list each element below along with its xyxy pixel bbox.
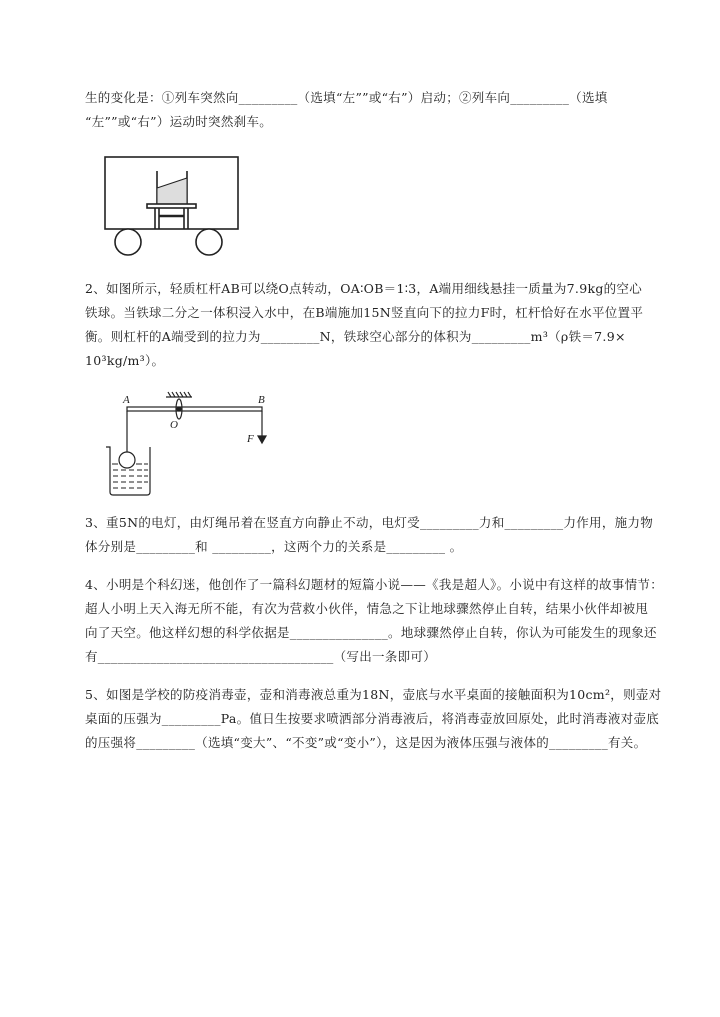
- label-b: B: [258, 394, 265, 406]
- text-line: 10³kg/m³）。: [85, 353, 165, 368]
- label-a: A: [123, 394, 130, 406]
- text-line: 2、如图所示，轻质杠杆AB可以绕O点转动，OA∶OB＝1∶3，A端用细线悬挂一质量为7.9kg的空心: [85, 281, 643, 296]
- text-line: 5、如图是学校的防疫消毒壶，壶和消毒液总重为18N，壶底与水平桌面的接触面积为10cm²，则壶对: [85, 687, 662, 702]
- label-f: F: [247, 433, 254, 445]
- text-line: 向了天空。他这样幻想的科学依据是_______________。地球骤然停止自转，你认为可能发生的现象还: [85, 625, 657, 640]
- text-line: 桌面的压强为_________Pa。值日生按要求喷洒部分消毒液后，将消毒壶放回原处，此时消毒液对壶底: [85, 711, 660, 726]
- text-line: 有____________________________________（写出一条即可）: [85, 649, 436, 664]
- text-line: 体分别是_________和 _________，这两个力的关系是_________ 。: [85, 539, 463, 554]
- text-line: 生的变化是：①列车突然向_________（选填“左””或“右”）启动；②列车向_________（选填: [85, 90, 608, 105]
- text-line: 铁球。当铁球二分之一体积浸入水中，在B端施加15N竖直向下的拉力F时，杠杆恰好在水平位置平: [85, 305, 644, 320]
- label-o: O: [170, 419, 178, 431]
- text-line: “左””或“右”）运动时突然刹车。: [85, 114, 273, 129]
- text-line: 超人小明上天入海无所不能，有次为营救小伙伴，情急之下让地球骤然停止自转，结果小伙伴却被甩: [85, 601, 649, 616]
- text-line: 衡。则杠杆的A端受到的拉力为_________N，铁球空心部分的体积为_________m³（ρ铁＝7.9×: [85, 329, 626, 344]
- text-line: 的压强将_________（选填“变大”、“不变”或“变小”），这是因为液体压强与液体的_________有关。: [85, 735, 647, 750]
- text-line: 4、小明是个科幻迷，他创作了一篇科幻题材的短篇小说——《我是超人》。小说中有这样的故事情节：: [85, 577, 664, 592]
- text-line: 3、重5N的电灯，由灯绳吊着在竖直方向静止不动，电灯受_________力和_________力作用，施力物: [85, 515, 654, 530]
